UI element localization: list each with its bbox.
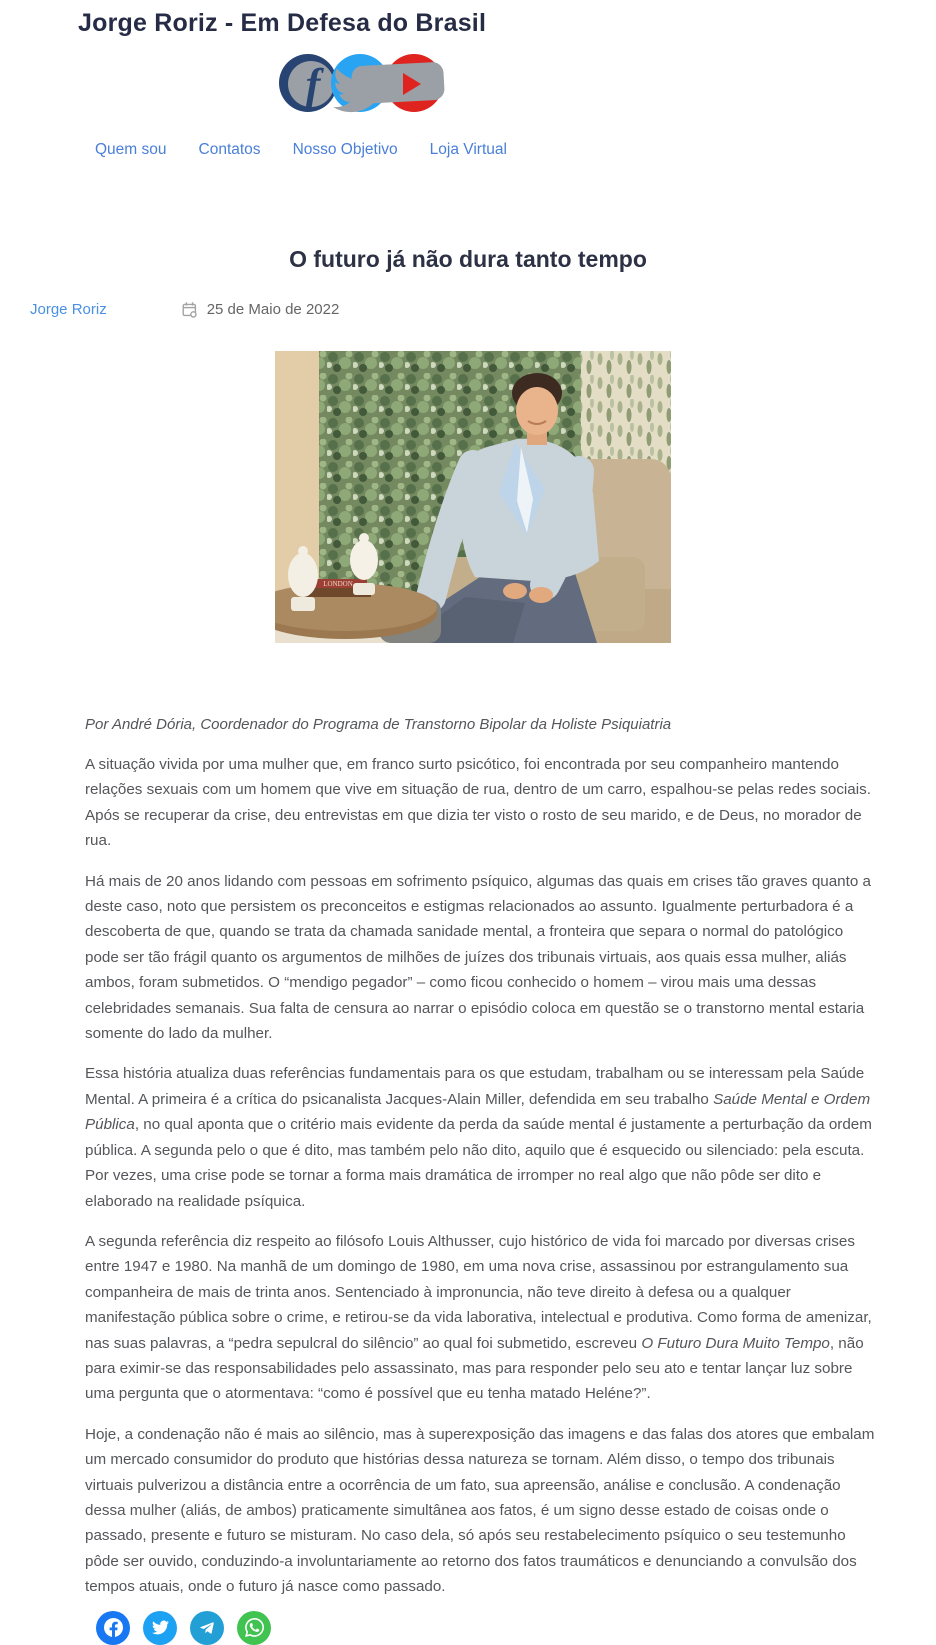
nav-link-contatos[interactable]: Contatos (198, 141, 261, 158)
share-twitter-button[interactable] (143, 1611, 177, 1645)
article-paragraph: A segunda referência diz respeito ao filósofo Louis Althusser, cujo histórico de vida foi marcado por diversas crises entre 1947 e 1980. Na manhã de um domingo de 1980, em uma nova crise, assassinou por estrangulamento sua companheira de mais de trinta anos. Sentenciado à impronuncia, não teve direito à defesa ou a qualquer manifestação pública sobre o crime, e retirou-se da vida laborativa, intelectual e produtiva. Como forma de amenizar, nas suas palavras, a “pedra sepulcral do silêncio” ao qual foi submetido, escreveu O Futuro Dura Muito Tempo, não para eximir-se das responsabilidades pelo assassinato, mas para responder pelo seu ato e tentar lançar luz sobre uma pergunta que o atormentava: “como é possível que eu tenha matado Heléne?”. (85, 1232, 872, 1403)
share-telegram-button[interactable] (190, 1611, 224, 1645)
share-row (96, 1611, 936, 1645)
svg-text:f: f (305, 60, 321, 109)
youtube-link[interactable] (351, 52, 447, 114)
facebook-icon (104, 1618, 123, 1637)
share-facebook-button[interactable] (96, 1611, 130, 1645)
article-paragraph: A situação vivida por uma mulher que, em franco surto psicótico, foi encontrada por seu companheiro mantendo relações sexuais com um homem que vive em situação de rua, dentro de um carro, espalhou-se pelas redes sociais. Após se recuperar da crise, deu entrevistas em que dizia ter visto o rosto de seu marido, e de Deus, no morador de rua. (85, 756, 871, 850)
nav-link-loja-virtual[interactable]: Loja Virtual (429, 141, 507, 158)
page (0, 8, 936, 1645)
article (0, 245, 936, 1645)
header-social-icons (277, 52, 936, 114)
article-body (85, 752, 875, 1600)
telegram-icon (198, 1619, 216, 1637)
nav-link-quem-sou[interactable]: Quem sou (95, 141, 167, 158)
share-whatsapp-button[interactable] (237, 1611, 271, 1645)
svg-text:LONDON: LONDON (323, 580, 353, 588)
nav-link-nosso-objetivo[interactable]: Nosso Objetivo (292, 141, 398, 158)
article-content (85, 712, 875, 1600)
author-link[interactable]: Jorge Roriz (30, 300, 107, 318)
main-nav (95, 140, 936, 159)
site-title[interactable]: Jorge Roriz - Em Defesa do Brasil (78, 9, 487, 37)
article-title: O futuro já não dura tanto tempo (289, 246, 647, 272)
site-header (0, 8, 936, 159)
calendar-icon (181, 301, 198, 318)
article-date: 25 de Maio de 2022 (206, 300, 340, 318)
article-meta (30, 299, 936, 319)
twitter-icon (152, 1619, 169, 1636)
article-paragraph: Há mais de 20 anos lidando com pessoas em sofrimento psíquico, algumas das quais em crises tão graves quanto a deste caso, noto que persistem os preconceitos e estigmas relacionados ao assunto. Igualmente perturbadora é a descoberta de que, quando se trata da chamada sanidade mental, a fronteira que separa o normal do patológico pode ser tão frágil quanto os argumentos de milhões de juízes dos tribunais virtuais, aos quais essa mulher, aliás ambos, foram submetidos. O “mendigo pegador” – como ficou conhecido o homem – virou mais uma dessas celebridades semanais. Sua falta de censura ao narrar o episódio coloca em questão se o transtorno mental estaria somente do lado da mulher. (85, 872, 871, 1043)
article-paragraph: Hoje, a condenação não é mais ao silêncio, mas à superexposição das imagens e das falas dos atores que embalam um mercado consumidor do produto que histórias dessa natureza se tornam. Além disso, o tempo dos tribunais virtuais pulverizou a distância entre a ocorrência de um fato, sua apreensão, análise e conclusão. A condenação dessa mulher (aliás, de ambos) praticamente simultânea aos fatos, é um signo desse estado de coisas onde o passado, presente e futuro se misturam. No caso dela, só após seu restabelecimento psíquico o seu testemunho pôde ser ouvido, conduzindo-a involuntariamente ao retorno dos fatos traumáticos e denunciando a convulsão dos tempos atuais, onde o futuro já nasce como passado. (85, 1425, 875, 1596)
article-photo (275, 351, 671, 643)
whatsapp-icon (245, 1618, 264, 1637)
article-byline: Por André Dória, Coordenador do Programa de Transtorno Bipolar da Holiste Psiquiatria (85, 716, 672, 733)
article-paragraph: Essa história atualiza duas referências fundamentais para os que estudam, trabalham ou se interessam pela Saúde Mental. A primeira é a crítica do psicanalista Jacques-Alain Miller, defendida em seu trabalho Saúde Mental e Ordem Pública, no qual aponta que o critério mais evidente da perda da saúde mental é justamente a perturbação da ordem pública. A segunda pelo o que é dito, mas também pelo não dito, aquilo que é esquecido ou silenciado: pela escuta. Por vezes, uma crise pode se tornar a forma mais dramática de irromper no real algo que não pôde ser dito e elaborado na realidade psíquica. (85, 1065, 872, 1210)
youtube-icon (351, 52, 447, 114)
